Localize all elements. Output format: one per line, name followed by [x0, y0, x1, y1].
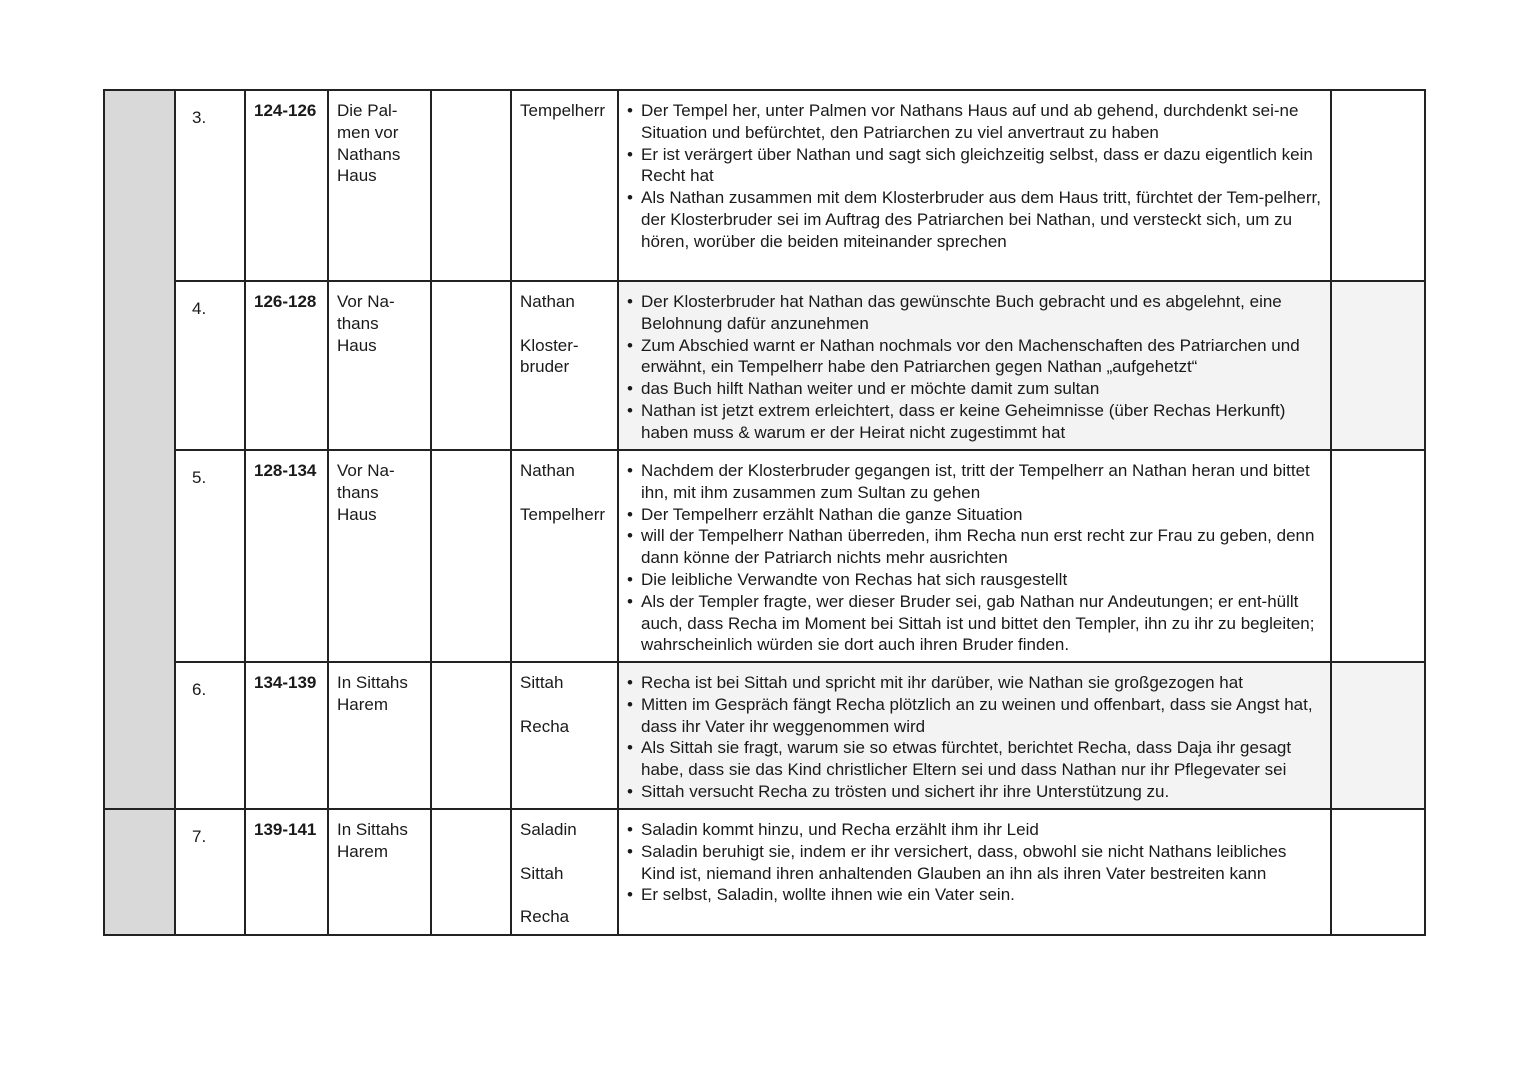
scene-persons [511, 90, 618, 281]
summary-list [627, 100, 1322, 253]
scene-persons [511, 450, 618, 662]
empty-cell [431, 281, 511, 450]
location-line: In Sittahs [337, 820, 408, 839]
summary-list [627, 460, 1322, 656]
page-range: 134-139 [245, 662, 328, 809]
scene-number: 6. [175, 662, 245, 809]
table-row [104, 662, 1425, 809]
summary-item: • will der Tempelherr Nathan überreden, ihm Recha nun erst recht zur Frau zu geben, denn dann könne der Patriarch nichts mehr ausrichten [627, 525, 1322, 569]
notes-cell [1331, 662, 1425, 809]
table-row [104, 90, 1425, 281]
summary-item: • Der Tempelherr erzählt Nathan die ganze Situation [627, 504, 1322, 526]
table-row [104, 809, 1425, 935]
empty-cell [431, 90, 511, 281]
scene-number: 5. [175, 450, 245, 662]
summary-item: • Zum Abschied warnt er Nathan nochmals vor den Machenschaften des Patriarchen und erwähnt, ein Tempelherr habe den Patriarchen gegen Nathan „aufgehetzt“ [627, 335, 1322, 379]
page-range: 126-128 [245, 281, 328, 450]
person-name: Recha [520, 907, 570, 927]
scene-summary [618, 662, 1331, 809]
location-line: Haus [337, 335, 377, 355]
summary-item: • Mitten im Gespräch fängt Recha plötzlich an zu weinen und offenbart, dass sie Angst hat, dass ihr Vater ihr weggenommen wird [627, 694, 1322, 738]
person-name: Saladin [520, 820, 577, 839]
notes-cell [1331, 90, 1425, 281]
empty-cell [431, 809, 511, 935]
scene-number: 3. [175, 90, 245, 281]
location-line: Vor Na- [337, 292, 395, 311]
scene-number: 7. [175, 809, 245, 935]
summary-item: • Der Tempel her, unter Palmen vor Nathans Haus auf und ab gehend, durchdenkt sei-ne Situation und befürchtet, den Patriarchen zu viel anvertraut zu haben [627, 100, 1322, 144]
location-line: Vor Na- [337, 461, 395, 480]
location-line: In Sittahs [337, 673, 408, 692]
notes-cell [1331, 281, 1425, 450]
summary-item: • Der Klosterbruder hat Nathan das gewünschte Buch gebracht und es abgelehnt, eine Belohnung dafür anzunehmen [627, 291, 1322, 335]
page-range: 139-141 [245, 809, 328, 935]
act-column-cell [104, 809, 175, 935]
summary-list [627, 819, 1322, 906]
person-name: Kloster- bruder [520, 335, 579, 377]
scene-table-body [104, 90, 1425, 935]
table-row [104, 450, 1425, 662]
summary-list [627, 291, 1322, 444]
scene-location [328, 662, 431, 809]
scene-persons [511, 809, 618, 935]
person-name: Sittah [520, 673, 564, 692]
location-line: Harem [337, 694, 389, 714]
summary-item: • Als Sittah sie fragt, warum sie so etwas fürchtet, berichtet Recha, dass Daja ihr gesagt habe, dass sie das Kind christlicher Eltern sei und dass Nathan nur ihr Pflegevater sei [627, 737, 1322, 781]
notes-cell [1331, 809, 1425, 935]
summary-item: • Als Nathan zusammen mit dem Klosterbruder aus dem Haus tritt, fürchtet der Tem-pelherr, der Klosterbruder sei im Auftrag des Patriarchen bei Nathan, und versteckt sich, um zu hören, worüber die beiden miteinander sprechen [627, 187, 1322, 252]
empty-cell [431, 662, 511, 809]
scene-summary [618, 809, 1331, 935]
scene-persons [511, 662, 618, 809]
person-name: Tempelherr [520, 101, 606, 120]
location-line: thans [337, 482, 379, 502]
table-row [104, 281, 1425, 450]
page-range: 124-126 [245, 90, 328, 281]
scene-summary [618, 281, 1331, 450]
summary-item: • Nachdem der Klosterbruder gegangen ist, tritt der Tempelherr an Nathan heran und bittet ihn, mit ihm zusammen zum Sultan zu gehen [627, 460, 1322, 504]
scene-table [103, 89, 1426, 936]
empty-cell [431, 450, 511, 662]
scene-number: 4. [175, 281, 245, 450]
location-line: men vor [337, 122, 399, 142]
act-column-cell [104, 90, 175, 809]
location-line: Haus [337, 166, 377, 186]
scene-location [328, 809, 431, 935]
person-name: Tempelherr [520, 504, 606, 524]
summary-item: • Saladin beruhigt sie, indem er ihr versichert, dass, obwohl sie nicht Nathans leibliches Kind ist, niemand ihren anhaltenden Glauben an ihn als ihren Vater bestreiten kann [627, 841, 1322, 885]
summary-item: • Er ist verärgert über Nathan und sagt sich gleichzeitig selbst, dass er dazu eigentlich kein Recht hat [627, 144, 1322, 188]
person-name: Recha [520, 716, 570, 736]
person-name: Nathan [520, 461, 575, 480]
summary-item: • Saladin kommt hinzu, und Recha erzählt ihm ihr Leid [627, 819, 1322, 841]
scene-location [328, 281, 431, 450]
location-line: Haus [337, 504, 377, 524]
person-name: Nathan [520, 292, 575, 311]
page-range: 128-134 [245, 450, 328, 662]
location-line: Die Pal- [337, 101, 398, 120]
summary-item: • Er selbst, Saladin, wollte ihnen wie ein Vater sein. [627, 884, 1322, 906]
location-line: Harem [337, 841, 389, 861]
scene-summary [618, 450, 1331, 662]
summary-item: • Die leibliche Verwandte von Rechas hat sich rausgestellt [627, 569, 1322, 591]
summary-item: • das Buch hilft Nathan weiter und er möchte damit zum sultan [627, 378, 1322, 400]
scene-location [328, 90, 431, 281]
summary-item: • Sittah versucht Recha zu trösten und sichert ihr ihre Unterstützung zu. [627, 781, 1322, 803]
location-line: Nathans [337, 144, 401, 164]
scene-location [328, 450, 431, 662]
scene-summary [618, 90, 1331, 281]
summary-item: • Nathan ist jetzt extrem erleichtert, dass er keine Geheimnisse (über Rechas Herkunft) haben muss & warum er der Heirat nicht zugestimmt hat [627, 400, 1322, 444]
summary-item: • Recha ist bei Sittah und spricht mit ihr darüber, wie Nathan sie großgezogen hat [627, 672, 1322, 694]
summary-list [627, 672, 1322, 803]
summary-item: • Als der Templer fragte, wer dieser Bruder sei, gab Nathan nur Andeutungen; er ent-hüllt auch, dass Recha im Moment bei Sittah ist und bittet den Templer, ihn zu ihr zu begleiten; wahrscheinlich würden sie dort auch ihren Bruder finden. [627, 591, 1322, 656]
location-line: thans [337, 313, 379, 333]
person-name: Sittah [520, 863, 564, 883]
notes-cell [1331, 450, 1425, 662]
scene-persons [511, 281, 618, 450]
